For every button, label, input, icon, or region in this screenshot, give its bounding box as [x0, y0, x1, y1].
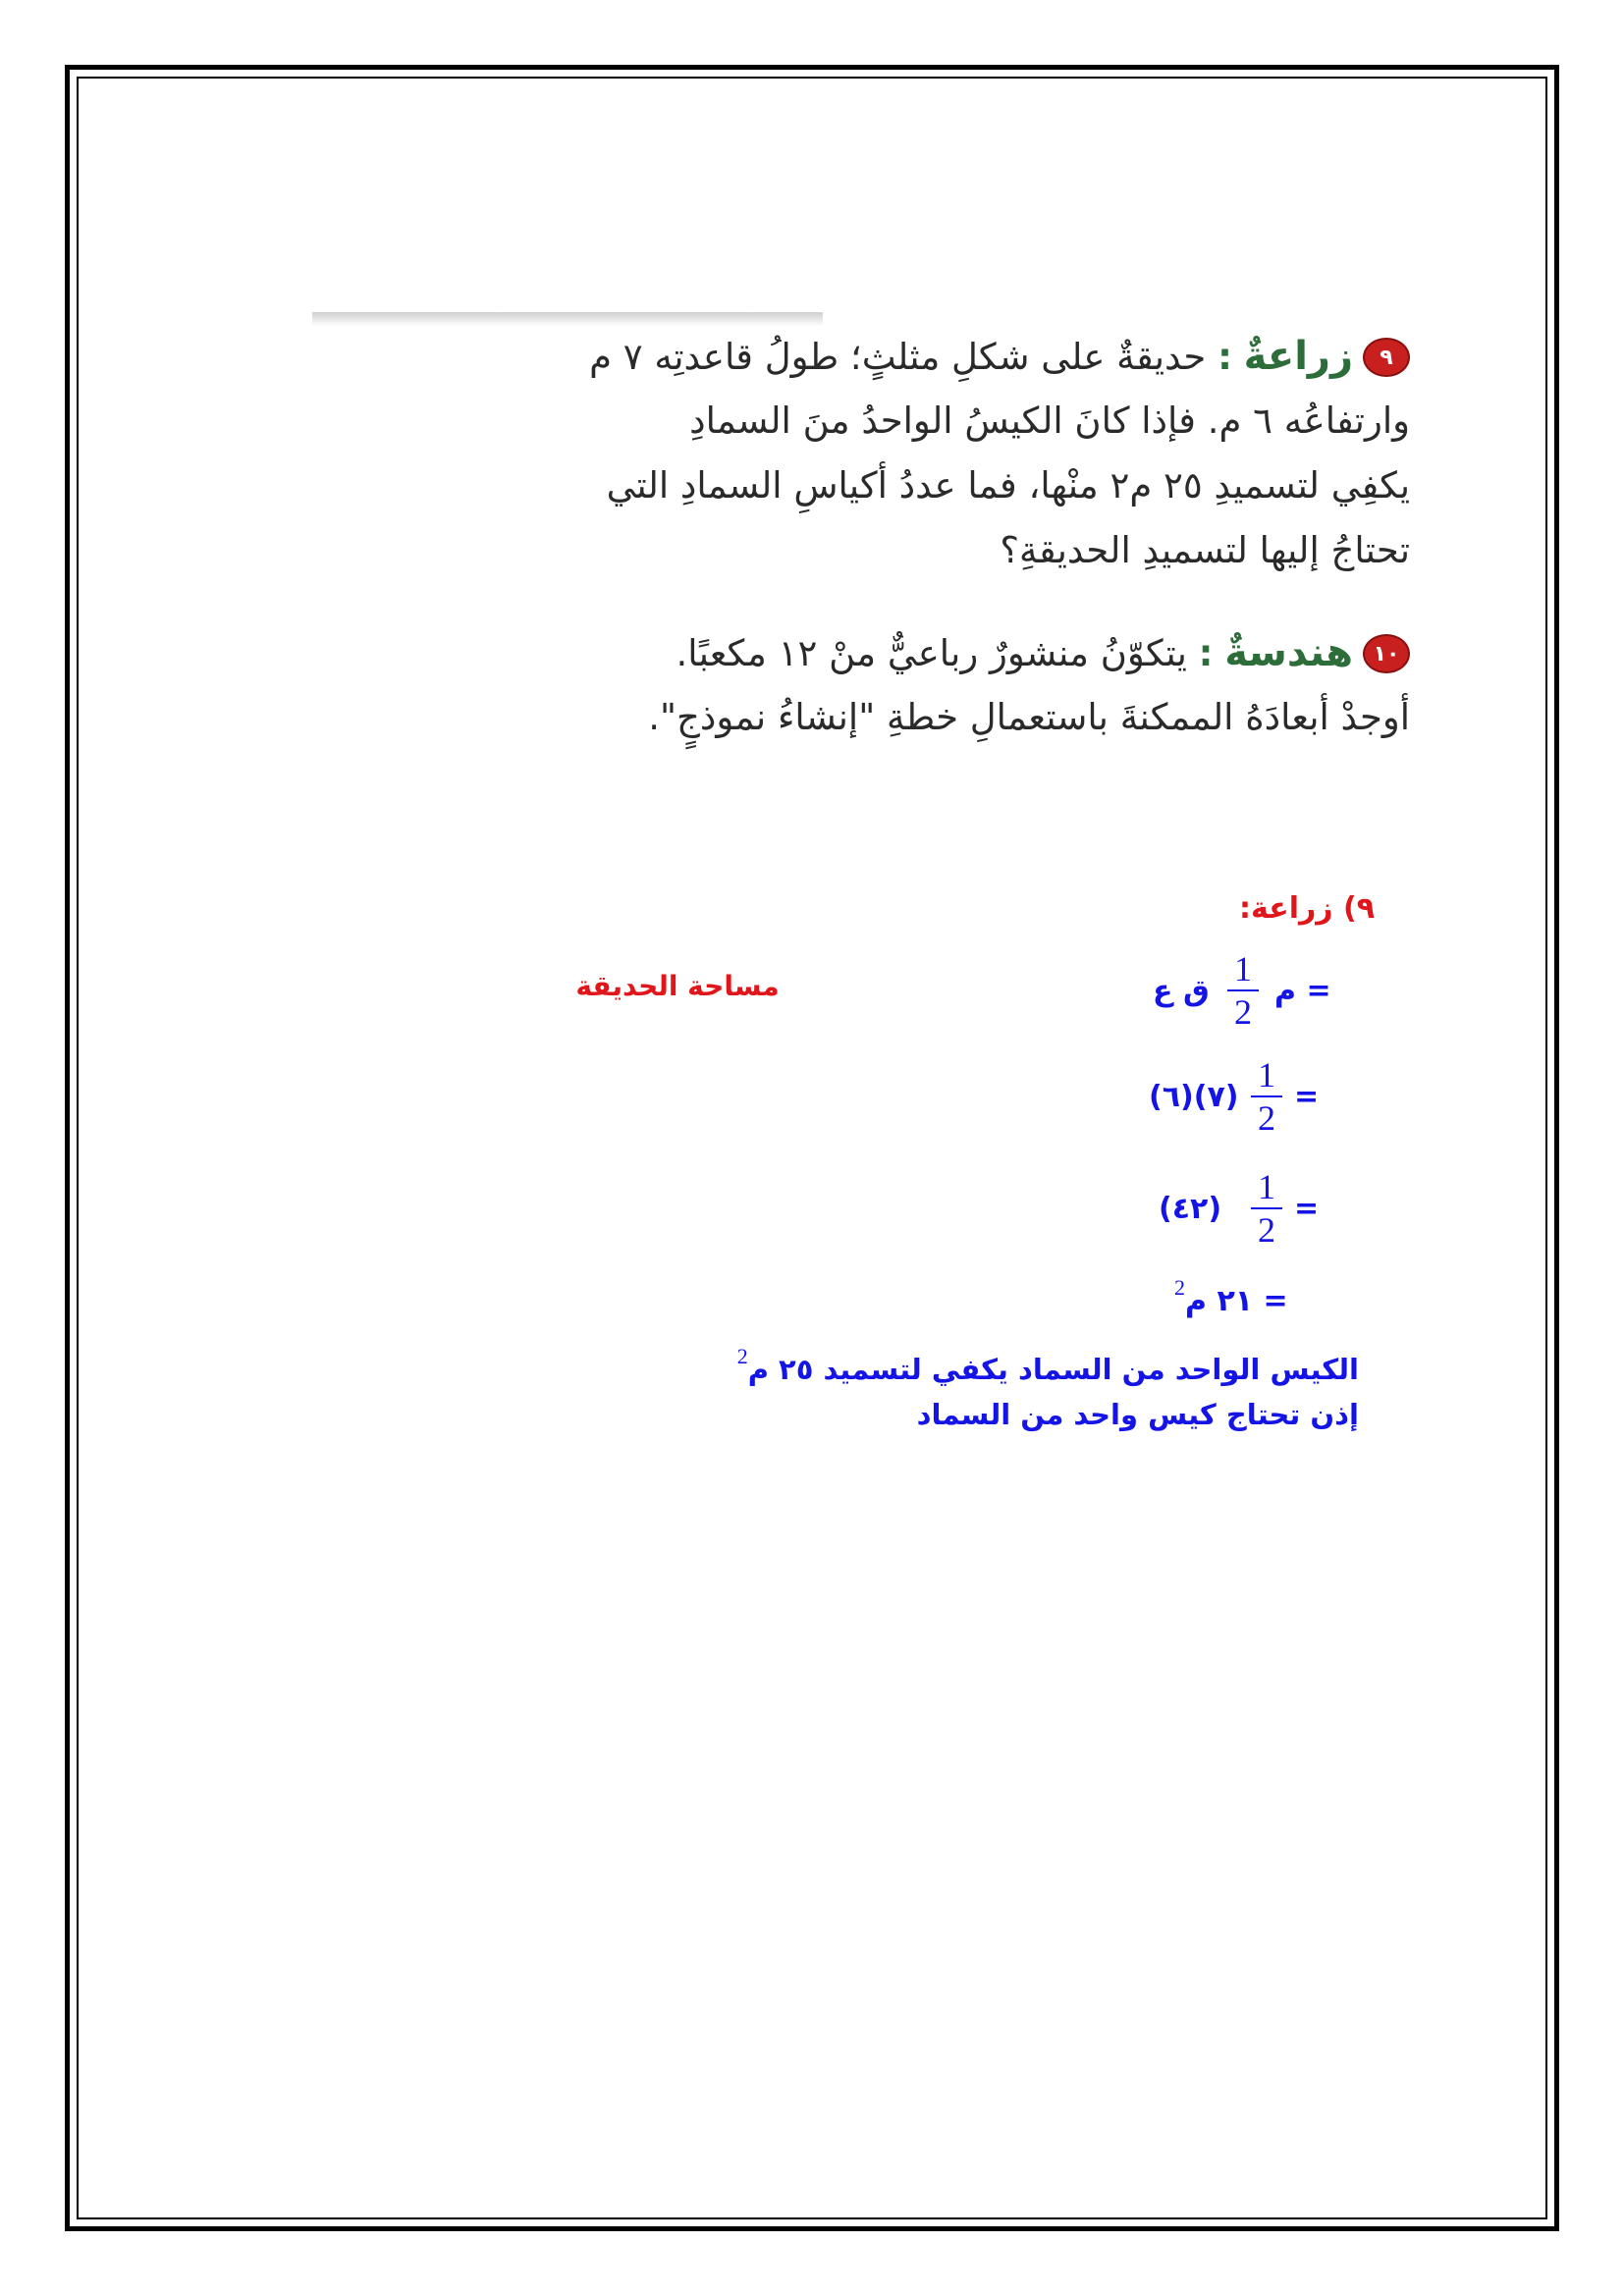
textbook-excerpt	[312, 312, 1410, 823]
problem-9-text-1: حديقةٌ على شكلِ مثلثٍ؛ طولُ قاعدتِه ٧ م	[589, 336, 1207, 378]
conclusion-line-2: إذن تحتاج كيس واحد من السماد	[916, 1398, 1359, 1431]
equation-step-4	[1174, 1275, 1288, 1318]
fraction-half-1	[1223, 950, 1263, 1031]
equation-step-1	[1129, 950, 1365, 1039]
solution-title: ٩) زراعة:	[1239, 891, 1375, 926]
conclusion-1-text: الكيس الواحد من السماد يكفي لتسميد ٢٥ م	[747, 1353, 1359, 1386]
problem-9-line-4: تحتاجُ إليها لتسميدِ الحديقةِ؟	[1000, 529, 1410, 571]
problem-10-text-1: يتكوّنُ منشورٌ رباعيٌّ منْ ١٢ مكعبًا.	[676, 632, 1187, 674]
step-2-right: (٦)(٧)	[1149, 1080, 1239, 1114]
problem-9-topic: زراعةٌ	[1243, 334, 1353, 379]
problem-9-badge: ٩	[1363, 338, 1410, 377]
fraction-bar	[1251, 1207, 1282, 1209]
fraction-bar	[1227, 989, 1259, 991]
step-4-exponent: 2	[1174, 1275, 1185, 1300]
step-3-right: (٤٢)	[1159, 1192, 1222, 1226]
equation-step-2	[1149, 1056, 1345, 1145]
conclusion-line-1	[736, 1344, 1359, 1386]
step-1-right: ق ع	[1153, 974, 1210, 1008]
fraction-half-3	[1247, 1168, 1286, 1249]
step-1-left: م =	[1274, 974, 1331, 1008]
fraction-denominator: 2	[1258, 1210, 1275, 1250]
problem-10-line-2: أوجدْ أبعادَهُ الممكنةَ باستعمالِ خطةِ "إنشاءُ نموذجٍ".	[648, 696, 1410, 738]
fraction-half-2	[1247, 1056, 1286, 1137]
equation-step-3	[1159, 1168, 1345, 1256]
problem-10-topic: هندسةٌ	[1224, 630, 1353, 675]
step-4-text: = ٢١ م	[1185, 1284, 1288, 1318]
conclusion-1-exponent: 2	[736, 1344, 748, 1368]
problem-9-line-1	[589, 332, 1353, 382]
problem-10-line-1	[677, 628, 1353, 678]
fraction-numerator: 1	[1258, 1167, 1275, 1206]
area-label: مساحة الحديقة	[575, 970, 780, 1002]
problem-9-line-3: يكفِي لتسميدِ ٢٥ م٢ منْها، فما عددُ أكياسِ السمادِ التي	[606, 464, 1410, 507]
step-2-left: =	[1294, 1080, 1320, 1114]
fraction-numerator: 1	[1258, 1055, 1275, 1095]
step-3-left: =	[1294, 1192, 1320, 1226]
fraction-denominator: 2	[1234, 992, 1252, 1032]
problem-10-badge: ١٠	[1363, 634, 1410, 673]
fraction-bar	[1251, 1095, 1282, 1097]
problem-9-colon: :	[1218, 336, 1232, 378]
problem-10-colon: :	[1198, 632, 1214, 674]
fraction-numerator: 1	[1234, 949, 1252, 988]
fraction-denominator: 2	[1258, 1098, 1275, 1138]
problem-9-line-2: وارتفاعُه ٦ م. فإذا كانَ الكيسُ الواحدُ منَ السمادِ	[689, 400, 1410, 442]
